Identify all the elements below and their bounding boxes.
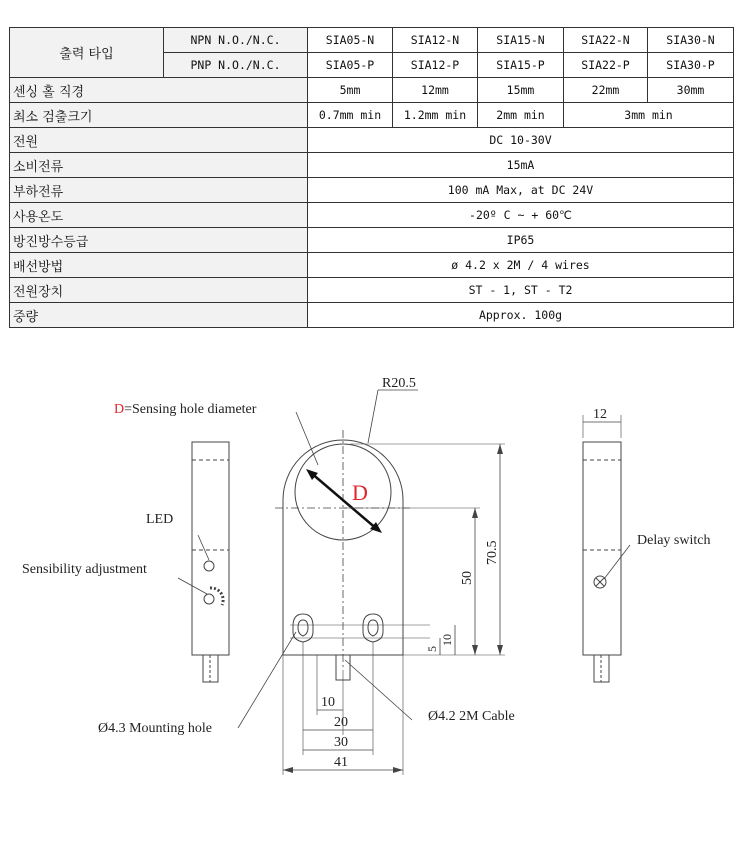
dim-41: 41 (334, 755, 348, 770)
row-label: 소비전류 (10, 153, 308, 178)
model-cell: SIA12-N (393, 28, 478, 53)
right-side-view (583, 415, 630, 682)
led-indicator (204, 561, 214, 571)
value-cell: DC 10-30V (308, 128, 734, 153)
delay-switch-label: Delay switch (637, 533, 711, 548)
value-cell: 30mm (648, 78, 734, 103)
value-cell: 100 mA Max, at DC 24V (308, 178, 734, 203)
value-cell: 1.2mm min (393, 103, 478, 128)
row-label: 사용온도 (10, 203, 308, 228)
value-cell: 3mm min (564, 103, 734, 128)
model-cell: SIA30-N (648, 28, 734, 53)
dim-10: 10 (321, 695, 335, 710)
model-cell: SIA05-N (308, 28, 393, 53)
d-center-label: D (352, 480, 368, 505)
radius-label: R20.5 (382, 376, 416, 391)
model-cell: SIA15-N (478, 28, 564, 53)
pnp-label: PNP N.O./N.C. (164, 53, 308, 78)
dim-20: 20 (334, 715, 348, 730)
output-type-header: 출력 타입 (10, 28, 164, 78)
dim-5: 5 (425, 646, 439, 652)
d-caption-text: =Sensing hole diameter (124, 402, 257, 417)
dimension-drawing (0, 360, 742, 840)
model-cell: SIA22-N (564, 28, 648, 53)
value-cell: 5mm (308, 78, 393, 103)
dim-50: 50 (460, 571, 475, 585)
model-cell: SIA22-P (564, 53, 648, 78)
d-prefix: D (114, 402, 125, 417)
value-cell: -20º C ~ + 60℃ (308, 203, 734, 228)
dim-12: 12 (593, 407, 607, 422)
value-cell: ST - 1, ST - T2 (308, 278, 734, 303)
row-label: 배선방법 (10, 253, 308, 278)
sensibility-knob (204, 594, 214, 604)
dim-70-5: 70.5 (485, 540, 500, 565)
value-cell: ø 4.2 x 2M / 4 wires (308, 253, 734, 278)
value-cell: 2mm min (478, 103, 564, 128)
cable-label: Ø4.2 2M Cable (428, 709, 515, 724)
row-label: 최소 검출크기 (10, 103, 308, 128)
sensing-hole-caption (114, 402, 257, 417)
row-label: 부하전류 (10, 178, 308, 203)
value-cell: Approx. 100g (308, 303, 734, 328)
spec-table (9, 27, 734, 328)
model-cell: SIA12-P (393, 53, 478, 78)
value-cell: 15mm (478, 78, 564, 103)
value-cell: 22mm (564, 78, 648, 103)
value-cell: 0.7mm min (308, 103, 393, 128)
row-label: 중량 (10, 303, 308, 328)
model-cell: SIA05-P (308, 53, 393, 78)
dim-10-vertical: 10 (440, 634, 454, 646)
row-label: 전원장치 (10, 278, 308, 303)
left-side-view (178, 442, 229, 682)
value-cell: 12mm (393, 78, 478, 103)
dim-30: 30 (334, 735, 348, 750)
row-label: 전원 (10, 128, 308, 153)
value-cell: IP65 (308, 228, 734, 253)
mounting-hole-label: Ø4.3 Mounting hole (98, 721, 212, 736)
model-cell: SIA30-P (648, 53, 734, 78)
row-label: 센싱 홀 직경 (10, 78, 308, 103)
model-cell: SIA15-P (478, 53, 564, 78)
sensibility-label: Sensibility adjustment (22, 562, 147, 577)
value-cell: 15mA (308, 153, 734, 178)
led-label: LED (146, 512, 174, 527)
npn-label: NPN N.O./N.C. (164, 28, 308, 53)
row-label: 방진방수등급 (10, 228, 308, 253)
